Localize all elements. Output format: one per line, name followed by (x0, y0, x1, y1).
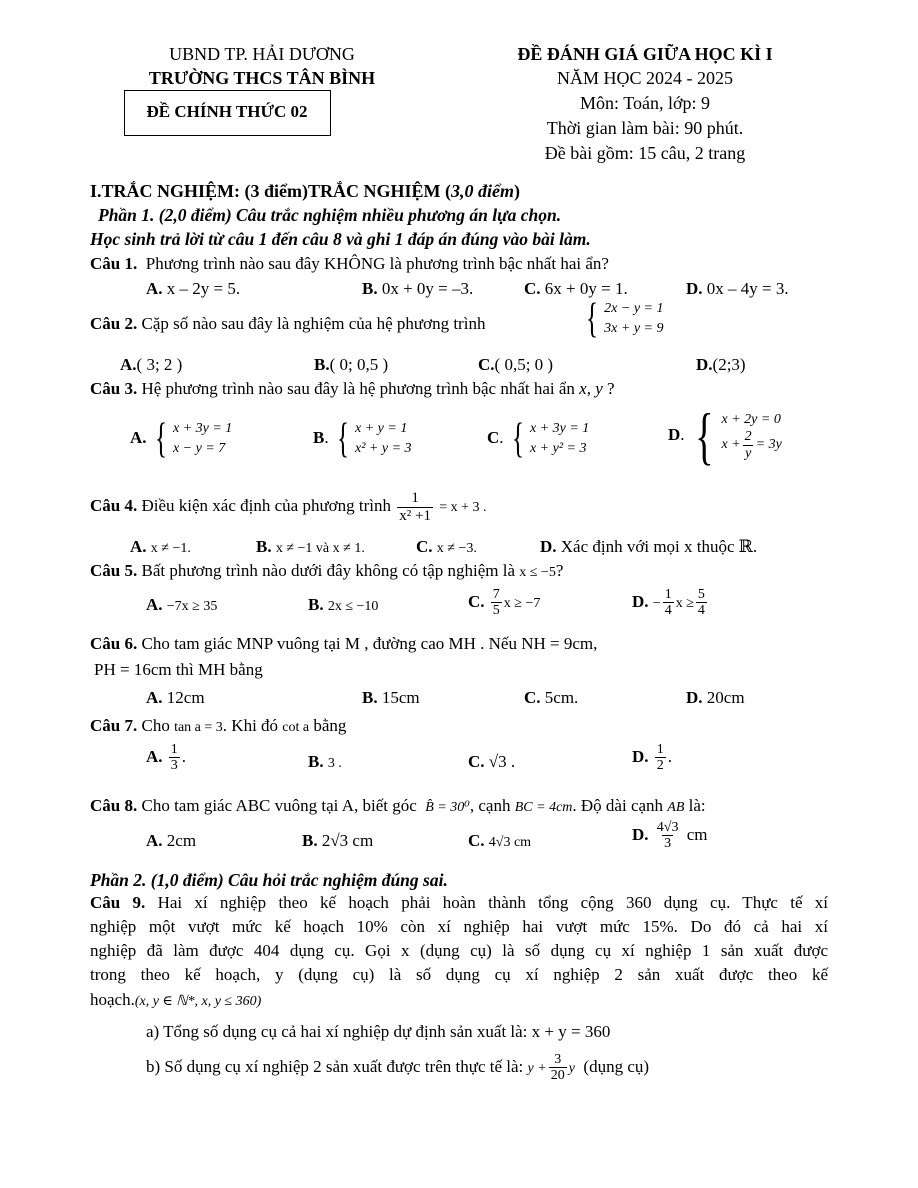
q1-stem: Câu 1. Phương trình nào sau đây KHÔNG là phương trình bậc nhất hai ẩn? (90, 254, 609, 273)
q8-stem: Câu 8. Cho tam giác ABC vuông tại A, biết góc B̂ = 30⁰, cạnh BC = 4cm. Độ dài cạnh AB là: (90, 796, 706, 815)
q9-line2: nghiệp một vượt mức kế hoạch 10% còn xí nghiệp hai vượt mức 15%. Do đó cả hai xí (90, 917, 828, 936)
q3-option-c: C. { x + 3y = 1 x + y² = 3 (487, 416, 590, 462)
official-box-label: ĐỀ CHÍNH THỨC 02 (146, 102, 308, 121)
q8-option-d: D. $\frac{4√3}{3}$ cm (632, 820, 708, 852)
q5-option-d: D. − $\frac{1}{4}$ x ≥ $\frac{5}{4}$ (632, 587, 705, 619)
q5-option-b: B. 2x ≤ −10 (308, 595, 379, 614)
exam-info: Đề bài gồm: 15 câu, 2 trang (544, 143, 746, 163)
q9-statement-b: b) Số dụng cụ xí nghiệp 2 sản xuất được trên thực tế là: y + $\frac{3}{20}$ y (dụng cụ) (146, 1052, 650, 1084)
school-district: UBND TP. HẢI DƯƠNG (169, 44, 355, 64)
part2-title: Phần 2. (1,0 điểm) Câu hỏi trắc nghiệm đúng sai. (90, 870, 448, 890)
q6-option-d: D. 20cm (686, 688, 745, 707)
q8-option-c: C. 4√3 cm (468, 831, 532, 850)
subject: Môn: Toán, lớp: 9 (580, 93, 710, 113)
school-name: TRƯỜNG THCS TÂN BÌNH (148, 68, 376, 88)
section1-title: I.TRẮC NGHIỆM: (3 điểm)TRẮC NGHIỆM (3,0 điểm) (90, 181, 520, 201)
q4-option-c: C. x ≠ −3. (416, 537, 477, 556)
q7-option-b: B. 3 . (308, 752, 342, 771)
q4-option-b: B. x ≠ −1 và x ≠ 1. (256, 537, 365, 556)
q2-option-b: B.( 0; 0,5 ) (314, 355, 389, 374)
q2-option-a: A.( 3; 2 ) (120, 355, 183, 374)
q9-line4: trong theo kế hoạch, y (dụng cụ) là số dụng cụ xí nghiệp 2 sản xuất được theo kế (90, 965, 828, 984)
q5-option-a: A. −7x ≥ 35 (146, 595, 218, 614)
q7-option-a: A. $\frac{1}{3}$ . (146, 742, 187, 774)
q4-stem: Câu 4. Điều kiện xác định của phương trình $\frac{1}{\text{x² +1}}$ = x + 3 . (90, 490, 487, 524)
q7-option-d: D. $\frac{1}{2}$ . (632, 742, 673, 774)
q9-line1: Câu 9. Hai xí nghiệp theo kế hoạch phải hoàn thành tổng cộng 360 dụng cụ. Thực tế xí (90, 893, 829, 912)
q3-option-d: D. { x + 2y = 0 x + $\frac{2}{y}$ = 3y (668, 400, 782, 471)
part1-instruction: Học sinh trả lời từ câu 1 đến câu 8 và ghi 1 đáp án đúng vào bài làm. (90, 229, 591, 249)
q6-option-a: A. 12cm (146, 688, 205, 707)
q1-option-c: C. 6x + 0y = 1. (524, 279, 628, 298)
q2-option-d: D.(2;3) (696, 355, 746, 374)
q1-option-a: A. x – 2y = 5. (146, 279, 241, 298)
q6-option-c: C. 5cm. (524, 688, 579, 707)
q8-option-a: A. 2cm (146, 831, 197, 850)
q4-option-a: A. x ≠ −1. (130, 537, 191, 556)
q9-statement-a: a) Tổng số dụng cụ cả hai xí nghiệp dự định sản xuất là: x + y = 360 (146, 1022, 611, 1041)
q1-option-d: D. 0x – 4y = 3. (686, 279, 789, 298)
q8-option-b: B. 2√3 cm (302, 831, 374, 850)
q3-stem: Câu 3. Hệ phương trình nào sau đây là hệ phương trình bậc nhất hai ẩn x, y ? (90, 379, 615, 398)
school-year: NĂM HỌC 2024 - 2025 (556, 68, 734, 88)
q5-stem: Câu 5. Bất phương trình nào dưới đây không có tập nghiệm là x ≤ −5? (90, 561, 564, 580)
q6-option-b: B. 15cm (362, 688, 420, 707)
q3-option-b: B. { x + y = 1 x² + y = 3 (313, 416, 412, 462)
q4-option-d: D. Xác định với mọi x thuộc ℝ. (540, 537, 758, 556)
part1-title: Phần 1. (2,0 điểm) Câu trắc nghiệm nhiều phương án lựa chọn. (98, 205, 562, 225)
exam-title: ĐỀ ĐÁNH GIÁ GIỮA HỌC KÌ I (517, 44, 773, 64)
q3-option-a: A. { x + 3y = 1 x − y = 7 (130, 416, 233, 462)
q7-option-c: C. √3 . (468, 752, 516, 771)
duration: Thời gian làm bài: 90 phút. (546, 118, 744, 138)
q9-line3: nghiệp đã làm được 404 dụng cụ. Gọi x (dụng cụ) là số dụng cụ xí nghiệp 1 sản xuất được (90, 941, 828, 960)
q6-stem: Câu 6. Cho tam giác MNP vuông tại M , đường cao MH . Nếu NH = 9cm, (90, 634, 598, 653)
q9-line5: hoạch.(x, y ∈ ℕ*, x, y ≤ 360) (90, 990, 262, 1009)
q2-option-c: C.( 0,5; 0 ) (478, 355, 554, 374)
q6-stem-2: PH = 16cm thì MH bằng (94, 660, 263, 679)
q2-system: { 2x − y = 1 3x + y = 9 (586, 296, 664, 342)
q7-stem: Câu 7. Cho tan a = 3. Khi đó cot a bằng (90, 716, 347, 735)
q5-option-c: C. $\frac{7}{5}$ x ≥ −7 (468, 587, 541, 619)
q2-stem: Câu 2. Cặp số nào sau đây là nghiệm của hệ phương trình (90, 314, 486, 333)
q1-option-b: B. 0x + 0y = –3. (362, 279, 474, 298)
